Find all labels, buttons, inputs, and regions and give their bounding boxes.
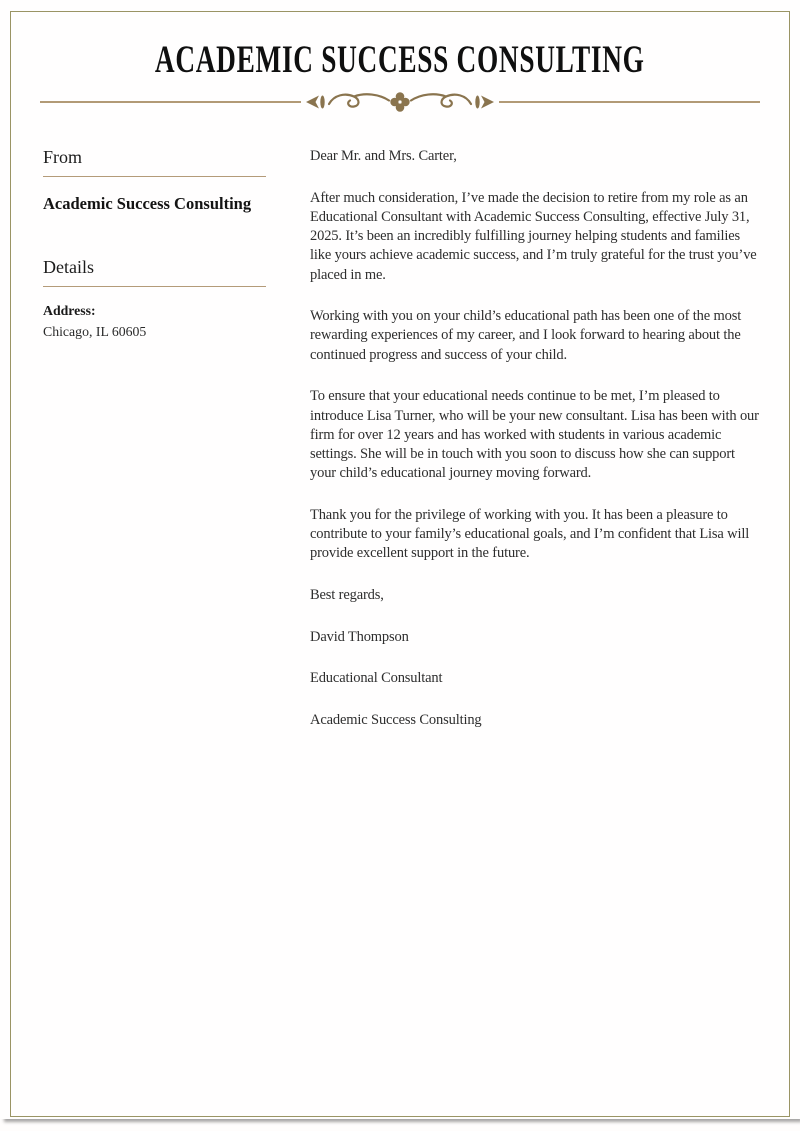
- floral-flourish-icon: [305, 90, 495, 114]
- from-section-label: From: [43, 147, 83, 167]
- header-divider: [40, 90, 760, 114]
- details-section-rule: [43, 286, 266, 287]
- details-section-label: Details: [43, 257, 94, 277]
- signature-company: Academic Success Consulting: [310, 712, 482, 729]
- paragraph-2: Working with you on your child’s educational path has been one of the most rewarding experiences of my career, and I look forward to hearing about the continued progress and success of your child.: [310, 308, 742, 363]
- page-title: [0, 38, 800, 82]
- divider-line-right: [499, 101, 760, 103]
- sidebar: [43, 147, 266, 340]
- from-company-name: Academic Success Consulting: [43, 194, 252, 213]
- address-value: Chicago, IL 60605: [43, 324, 147, 339]
- paragraph-1: After much consideration, I’ve made the decision to retire from my role as an Educational Consultant with Academic Success Consulting, effective July 31, 2025. It’s been an incredibly fulfilling journey helping students and families like yours achieve academic success, and I’m truly grateful for the trust you’ve placed in me.: [310, 189, 757, 283]
- signature-title: Educational Consultant: [310, 670, 443, 687]
- letter-body: [310, 147, 762, 753]
- paragraph-4: Thank you for the privilege of working with you. It has been a pleasure to contribute to your family’s educational goals, and I’m confident that Lisa will provide excellent support in the future.: [310, 506, 750, 562]
- divider-line-left: [40, 101, 301, 103]
- paragraph-3: To ensure that your educational needs continue to be met, I’m pleased to introduce Lisa Turner, who will be your new consultant. Lisa has been with our firm for over 12 years and has worked with students in various academic settings. She will be in touch with you soon to discuss how she can support your child’s educational journey moving forward.: [310, 388, 759, 482]
- closing: Best regards,: [310, 586, 384, 603]
- signature-name: David Thompson: [310, 628, 409, 645]
- address-label: Address:: [43, 303, 96, 318]
- salutation: Dear Mr. and Mrs. Carter,: [310, 148, 457, 164]
- from-section-rule: [43, 176, 266, 177]
- page-title-text: ACADEMIC SUCCESS CONSULTING: [155, 38, 645, 81]
